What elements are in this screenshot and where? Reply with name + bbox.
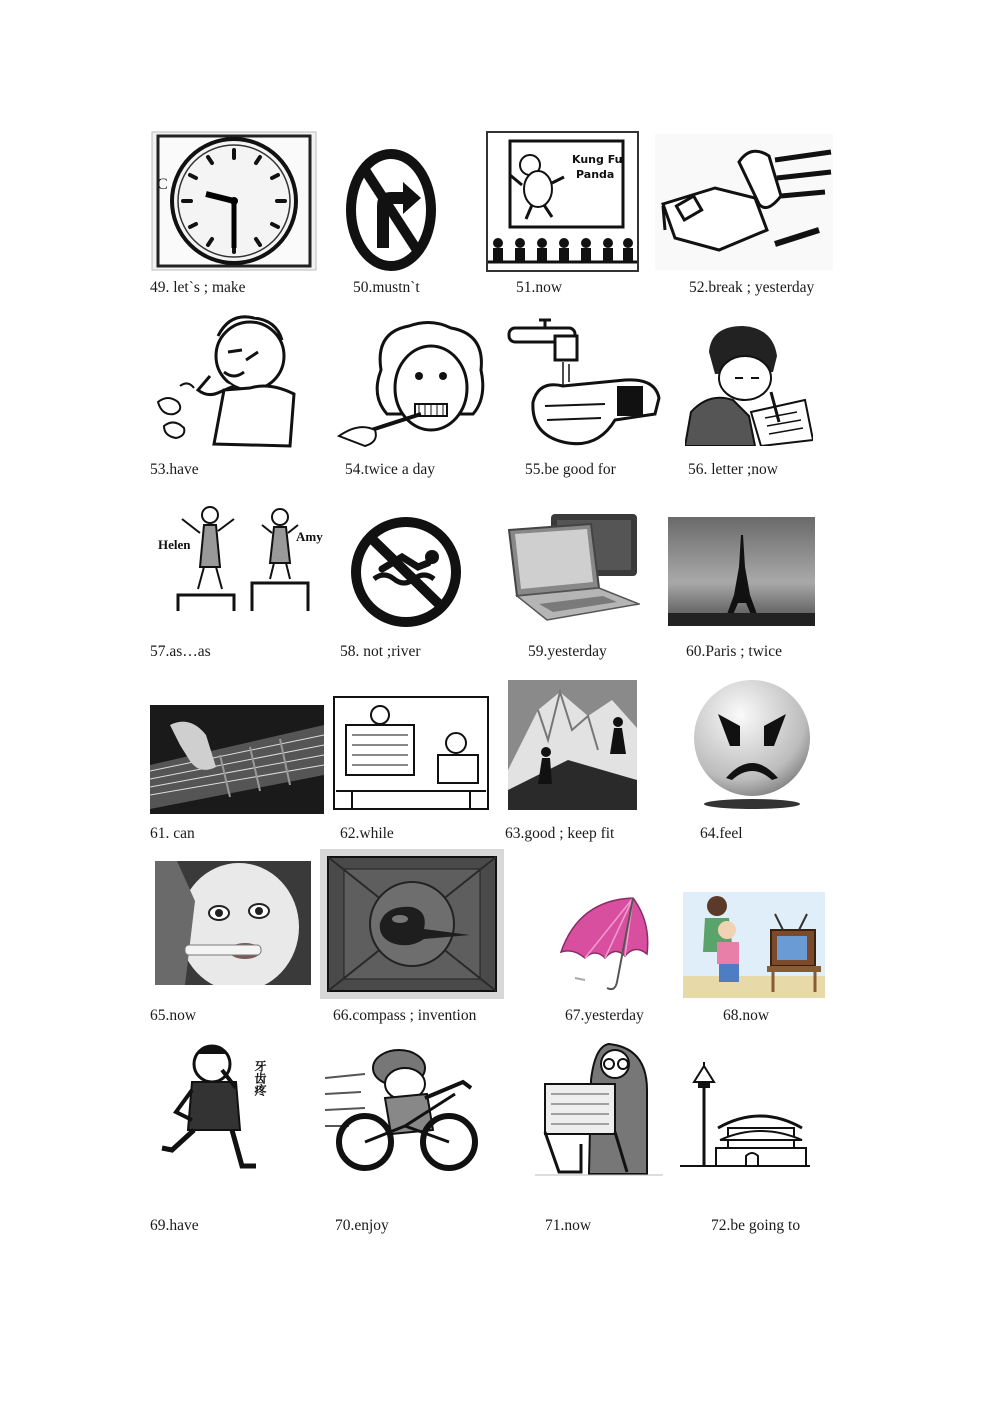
toothache-man-icon [152,1040,282,1176]
girl-brushing-teeth-icon [155,861,311,985]
exercise-65-caption: 65.now [150,1007,197,1024]
mountain-climbing-icon [508,680,637,810]
exercise-56-caption: 56. letter ;now [688,461,778,478]
brushing-teeth-icon [335,318,495,456]
exercise-58-caption: 58. not ;river [340,643,421,660]
grandpa-reading-icon [535,1040,663,1176]
guitar-playing-icon [150,705,324,814]
svg-text:Kung Fu: Kung Fu [572,153,623,166]
ancient-compass-icon [320,849,504,999]
exercise-62-caption: 62.while [340,825,394,842]
exercise-71-caption: 71.now [545,1217,592,1234]
laptop-icon [507,512,640,624]
angry-face-icon [690,676,815,811]
clock-icon [150,130,318,272]
exercise-52-caption: 52.break ; yesterday [689,279,815,296]
amy-label: Amy [296,529,323,544]
exercise-57-caption: 57.as…as [150,643,211,660]
exercise-54-caption: 54.twice a day [345,461,435,478]
exercise-49-caption: 49. let`s ; make [150,279,246,296]
washing-hands-icon [505,316,675,456]
coughing-boy-icon [150,306,304,456]
reading-newspaper-icon [332,695,490,811]
helen-label: Helen [158,537,191,552]
exercise-72-caption: 72.be going to [711,1217,801,1234]
exercise-55-caption: 55.be good for [525,461,616,478]
exercise-61-caption: 61. can [150,825,195,842]
umbrella-icon [555,892,659,996]
stray-mark: C [157,176,168,193]
exercise-64-caption: 64.feel [700,825,743,842]
svg-text:Panda: Panda [576,168,615,181]
no-right-turn-sign-icon [345,148,437,272]
exercise-67-caption: 67.yesterday [565,1007,644,1024]
eiffel-tower-icon [668,517,815,626]
toothache-sign-text: 牙齿疼 [253,1060,267,1096]
exercise-60-caption: 60.Paris ; twice [686,643,782,660]
boy-writing-icon [685,322,813,446]
exercise-50-caption: 50.mustn`t [353,279,420,296]
watching-tv-icon [683,892,825,998]
exercise-69-caption: 69.have [150,1217,199,1234]
no-swimming-sign-icon [340,513,472,631]
boy-riding-bike-icon [325,1038,480,1176]
exercise-53-caption: 53.have [150,461,199,478]
tiananmen-icon [680,1058,810,1174]
exercise-63-caption: 63.good ; keep fit [505,825,615,842]
kung-fu-panda-screen-icon [486,131,639,272]
exercise-70-caption: 70.enjoy [335,1217,389,1234]
exercise-59-caption: 59.yesterday [528,643,607,660]
exercise-66-caption: 66.compass ; invention [333,1007,477,1024]
broken-chair-icon [655,134,833,270]
exercise-51-caption: 51.now [516,279,563,296]
jumping-kids-icon [150,497,326,621]
exercise-68-caption: 68.now [723,1007,770,1024]
